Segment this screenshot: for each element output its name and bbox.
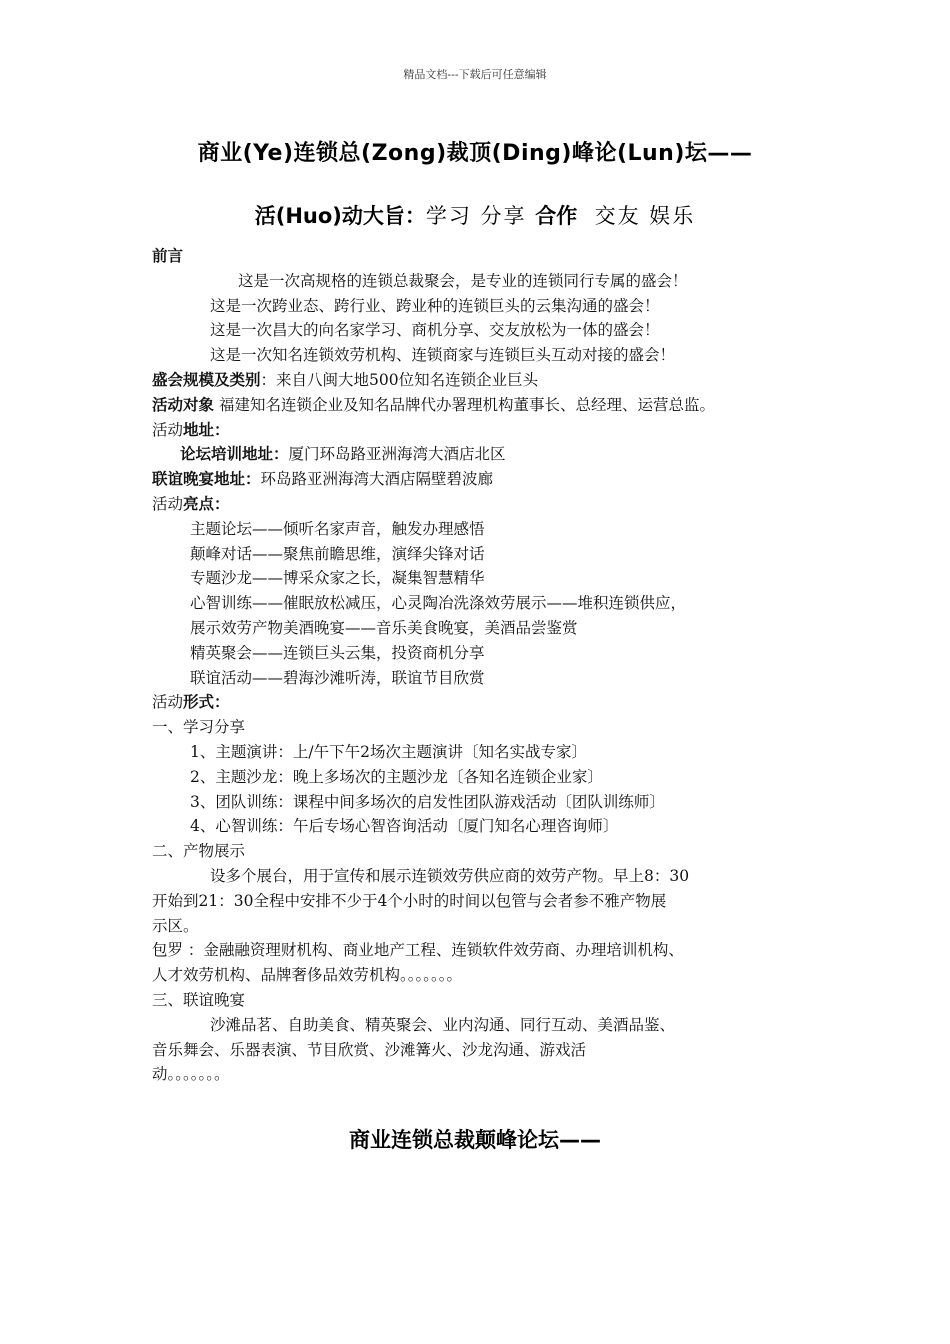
scale-row — [152, 368, 802, 393]
highlights-label-plain: 活动 — [152, 494, 184, 513]
highlight-item: 展示效劳产物美酒晚宴——音乐美食晚宴，美酒品尝鉴赏 — [190, 618, 578, 637]
preface-heading: 前言 — [152, 246, 184, 265]
section1-item: 4、心智训练：午后专场心智咨询活动〔厦门知名心理咨询师〕 — [190, 817, 619, 836]
banquet-address-label: 联谊晚宴地址： — [152, 469, 261, 489]
subtitle-emphasis: 合作 — [535, 204, 578, 228]
section3-paragraph-line: 音乐舞会、乐器表演、节目欣赏、沙滩篝火、沙龙沟通、游戏活 — [152, 1040, 587, 1059]
scale-label: 盛会规模及类别 — [152, 369, 261, 389]
section1-item: 1、主题演讲：上/午下午2场次主题演讲〔知名实战专家〕 — [190, 742, 587, 761]
section2-title: 二、产物展示 — [152, 842, 246, 861]
section1-title: 一、学习分享 — [152, 718, 246, 737]
highlight-item: 联谊活动——碧海沙滩听涛，联谊节目欣赏 — [190, 668, 485, 687]
section3-paragraph-line: 沙滩品茗、自助美食、精英聚会、业内沟通、同行互动、美酒品鉴、 — [210, 1015, 676, 1034]
forms-heading — [152, 690, 802, 715]
section2-paragraph-line: 开始到21：30全程中安排不少于4个小时的时间以包管与会者参不雅产物展 — [152, 891, 667, 910]
header-note: 精品文档---下载后可任意编辑 — [403, 68, 547, 81]
preface-line: 这是一次知名连锁效劳机构、连锁商家与连锁巨头互动对接的盛会！ — [210, 346, 676, 365]
banquet-address-row — [152, 467, 802, 492]
highlight-item: 颠峰对话——聚焦前瞻思维，演绎尖锋对话 — [190, 544, 485, 563]
highlight-item: 专题沙龙——博采众家之长，凝集智慧精华 — [190, 569, 485, 588]
address-heading — [152, 418, 802, 443]
highlight-item: 主题论坛——倾听名家声音，触发办理感悟 — [190, 519, 485, 538]
forum-address-row — [152, 442, 802, 467]
highlights-label-bold: 亮点： — [183, 493, 230, 513]
audience-label: 活动对象 — [152, 394, 215, 414]
closing-title: 商业连锁总裁颠峰论坛—— — [349, 1128, 601, 1152]
section2-paragraph-line: 示区。 — [152, 916, 199, 935]
subtitle-part2: 交友 娱乐 — [577, 204, 696, 228]
forms-label-bold: 形式： — [183, 692, 230, 712]
section2-paragraph-line: 人才效劳机构、品牌奢侈品效劳机构。。。。。。。 — [152, 966, 463, 985]
highlight-item: 心智训练——催眠放松减压，心灵陶冶洗涤效劳展示——堆积连锁供应， — [190, 594, 687, 613]
section3-paragraph-line: 动。。。。。。。 — [152, 1065, 230, 1084]
audience-value: 福建知名连锁企业及知名品牌代办署理机构董事长、总经理、运营总监。 — [214, 395, 715, 414]
document-body — [152, 244, 802, 1087]
highlights-heading — [152, 492, 802, 517]
preface-line: 这是一次跨业态、跨行业、跨业种的连锁巨头的云集沟通的盛会！ — [210, 296, 660, 315]
section2-paragraph-line: 包罗 ：金融融资理财机构、商业地产工程、连锁软件效劳商、办理培训机构、 — [152, 941, 684, 960]
main-title: 商业(Ye)连锁总(Zong)裁顶(Ding)峰论(Lun)坛—— — [197, 141, 753, 166]
forms-label-plain: 活动 — [152, 693, 184, 712]
preface-line: 这是一次高规格的连锁总裁聚会，是专业的连锁同行专属的盛会！ — [238, 271, 688, 290]
scale-value: ：来自八闽大地500位知名连锁企业巨头 — [260, 370, 539, 389]
section1-item: 3、团队训练：课程中间多场次的启发性团队游戏活动〔团队训练师〕 — [190, 792, 665, 811]
forum-address-label: 论坛培训地址： — [180, 444, 289, 464]
preface-line: 这是一次昌大的向名家学习、商机分享、交友放松为一体的盛会！ — [210, 321, 660, 340]
subtitle-lead: 活(Huo)动大旨： — [254, 204, 426, 228]
forum-address-value: 厦门环岛路亚洲海湾大酒店北区 — [288, 445, 506, 464]
highlight-item: 精英聚会——连锁巨头云集，投资商机分享 — [190, 643, 485, 662]
section3-title: 三、联谊晚宴 — [152, 990, 246, 1009]
banquet-address-value: 环岛路亚洲海湾大酒店隔壁碧波廊 — [260, 470, 494, 489]
subtitle-part1: 学习 分享 — [425, 204, 536, 228]
subtitle — [0, 200, 950, 230]
audience-row — [152, 393, 802, 418]
address-label-plain: 活动 — [152, 420, 184, 439]
address-label-bold: 地址： — [183, 419, 230, 439]
section2-paragraph-line: 设多个展台，用于宣传和展示连锁效劳供应商的效劳产物。早上8：30 — [210, 866, 690, 885]
section1-item: 2、主题沙龙：晚上多场次的主题沙龙〔各知名连锁企业家〕 — [190, 767, 603, 786]
